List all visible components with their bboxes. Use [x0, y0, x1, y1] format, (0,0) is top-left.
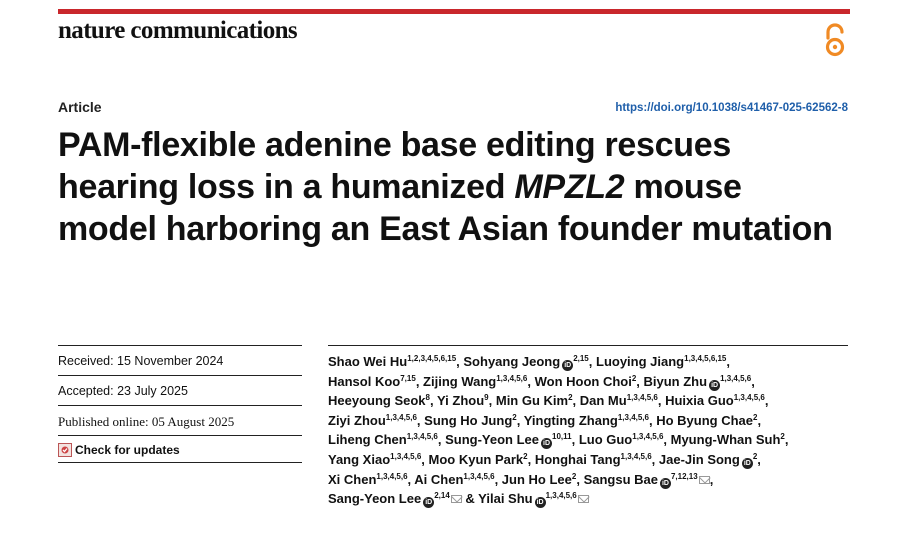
author-separator: &: [461, 491, 479, 507]
author-name[interactable]: Jae-Jin Song: [658, 451, 740, 467]
author-separator: ,: [488, 393, 496, 409]
divider: [58, 405, 302, 406]
divider: [58, 462, 302, 463]
author-name[interactable]: Won Hoon Choi: [534, 373, 632, 389]
author-affiliation[interactable]: 8: [425, 393, 430, 403]
author-affiliation[interactable]: 2: [571, 471, 577, 481]
author-separator: ,: [421, 451, 429, 467]
author-separator: ,: [516, 412, 524, 428]
check-for-updates-icon: [58, 443, 72, 457]
author-line: [328, 450, 848, 470]
author-affiliation[interactable]: 7,12,13: [670, 471, 698, 481]
author-affiliation[interactable]: 1,3,4,5,6: [390, 451, 422, 461]
author-affiliation[interactable]: 1,3,4,5,6: [376, 471, 408, 481]
divider: [58, 435, 302, 436]
orcid-icon[interactable]: iD: [543, 440, 550, 448]
author-affiliation[interactable]: 1,3,4,5,6: [406, 432, 438, 442]
divider: [58, 345, 302, 346]
author-name[interactable]: Ai Chen: [414, 471, 464, 487]
author-name[interactable]: Sang-Yeon Lee: [328, 491, 422, 507]
author-line: [328, 411, 848, 431]
author-name[interactable]: Sohyang Jeong: [463, 354, 561, 369]
title-part-2: mouse model harboring an East Asian founder mutation: [58, 168, 833, 248]
author-affiliation[interactable]: 1,3,4,5,6: [496, 373, 528, 383]
author-affiliation[interactable]: 2: [568, 393, 573, 403]
author-separator: ,: [764, 393, 769, 409]
author-name[interactable]: Huixia Guo: [665, 393, 734, 409]
author-affiliation[interactable]: 2: [512, 412, 517, 422]
author-affiliation[interactable]: 1,3,4,5,6: [626, 393, 658, 403]
author-affiliation[interactable]: 1,3,4,5,6: [620, 451, 652, 461]
author-separator: ,: [757, 451, 761, 467]
author-separator: ,: [757, 412, 762, 428]
author-affiliation[interactable]: 2: [631, 373, 637, 383]
author-separator: ,: [648, 412, 657, 428]
author-affiliation[interactable]: 1,3,4,5,6: [720, 373, 752, 383]
author-separator: ,: [429, 393, 437, 409]
article-title: [58, 124, 848, 250]
author-line: [328, 372, 848, 392]
author-name[interactable]: Ziyi Zhou: [328, 412, 386, 428]
author-name[interactable]: Ho Byung Chae: [656, 412, 754, 428]
author-affiliation[interactable]: 2: [523, 451, 528, 461]
author-name[interactable]: Yingting Zhang: [523, 412, 618, 428]
author-separator: ,: [636, 373, 644, 389]
author-separator: ,: [416, 412, 425, 428]
title-part-1: PAM-flexible adenine base editing rescues hearing loss in a humanized: [58, 126, 731, 206]
author-affiliation[interactable]: 2: [752, 451, 758, 461]
published-date: Published online: 05 August 2025: [58, 414, 235, 429]
author-separator: ,: [576, 471, 584, 487]
email-icon[interactable]: [578, 495, 589, 503]
author-name[interactable]: Sung Ho Jung: [424, 412, 513, 428]
author-separator: ,: [751, 373, 755, 389]
author-separator: ,: [527, 451, 535, 467]
author-separator: ,: [709, 471, 714, 487]
author-affiliation[interactable]: 2: [753, 412, 758, 422]
author-separator: ,: [407, 471, 415, 487]
author-affiliation[interactable]: 1,2,3,4,5,6,15: [407, 354, 457, 363]
author-name[interactable]: Luoying Jiang: [596, 354, 685, 369]
author-name[interactable]: Yilai Shu: [478, 491, 533, 507]
author-name[interactable]: Shao Wei Hu: [328, 354, 408, 369]
author-affiliation[interactable]: 1,3,4,5,6: [733, 393, 765, 403]
author-name[interactable]: Yi Zhou: [436, 393, 485, 409]
author-name[interactable]: Sung-Yeon Lee: [445, 432, 539, 448]
orcid-icon[interactable]: iD: [711, 381, 719, 389]
author-name[interactable]: Xi Chen: [328, 471, 377, 487]
author-separator: ,: [588, 354, 596, 369]
doi-link[interactable]: https://doi.org/10.1038/s41467-025-62562-8: [615, 102, 848, 114]
author-name[interactable]: Dan Mu: [579, 393, 627, 409]
title-gene: MPZL2: [514, 168, 625, 206]
author-line: [328, 489, 848, 509]
open-access-icon[interactable]: [822, 22, 848, 58]
author-list: [328, 352, 848, 509]
author-line: [328, 470, 848, 490]
author-affiliation[interactable]: 1,3,4,5,6: [545, 491, 577, 501]
author-name[interactable]: Liheng Chen: [328, 432, 407, 448]
orcid-icon[interactable]: iD: [661, 479, 669, 487]
received-date: Received: 15 November 2024: [58, 354, 224, 368]
author-name[interactable]: Heeyoung Seok: [328, 393, 426, 409]
author-affiliation[interactable]: 1,3,4,5,6: [385, 412, 417, 422]
author-affiliation[interactable]: 1,3,4,5,6,15: [684, 354, 727, 363]
author-affiliation[interactable]: 10,11: [552, 432, 572, 442]
author-separator: ,: [572, 393, 580, 409]
author-separator: ,: [726, 354, 731, 369]
orcid-icon[interactable]: iD: [743, 459, 751, 467]
author-separator: ,: [657, 393, 666, 409]
author-name[interactable]: Jun Ho Lee: [501, 471, 572, 487]
author-name[interactable]: Myung-Whan Suh: [670, 432, 781, 448]
author-affiliation[interactable]: 7,15: [400, 373, 416, 383]
author-affiliation[interactable]: 1,3,4,5,6: [617, 412, 649, 422]
author-name[interactable]: Sangsu Bae: [583, 471, 658, 487]
author-name[interactable]: Yang Xiao: [328, 451, 391, 467]
article-type-label: Article: [58, 99, 102, 115]
author-separator: ,: [494, 471, 502, 487]
author-affiliation[interactable]: 1,3,4,5,6: [632, 432, 664, 442]
email-icon[interactable]: [699, 476, 710, 484]
author-separator: ,: [571, 432, 579, 448]
author-name[interactable]: Hansol Koo: [328, 373, 401, 389]
author-line: [328, 391, 848, 411]
author-name[interactable]: Min Gu Kim: [495, 393, 569, 409]
author-separator: ,: [784, 432, 789, 448]
author-separator: ,: [663, 432, 671, 448]
author-name[interactable]: Luo Guo: [578, 432, 633, 448]
author-line: [328, 352, 848, 372]
author-separator: ,: [437, 432, 446, 448]
author-name[interactable]: Moo Kyun Park: [428, 451, 524, 467]
orcid-icon[interactable]: iD: [425, 499, 433, 507]
author-name[interactable]: Honghai Tang: [534, 451, 621, 467]
author-name[interactable]: Biyun Zhu: [643, 373, 708, 389]
authors-divider: [328, 345, 848, 346]
author-separator: ,: [456, 354, 464, 369]
author-affiliation[interactable]: 9: [484, 393, 489, 403]
orcid-icon[interactable]: iD: [536, 499, 544, 507]
check-for-updates-button[interactable]: [58, 443, 180, 457]
author-line: [328, 430, 848, 450]
divider: [58, 375, 302, 376]
author-affiliation[interactable]: 2: [780, 432, 785, 442]
author-separator: ,: [527, 373, 535, 389]
author-affiliation[interactable]: 1,3,4,5,6: [463, 471, 495, 481]
author-separator: ,: [415, 373, 424, 389]
check-for-updates-label: Check for updates: [75, 443, 180, 457]
author-affiliation[interactable]: 2,14: [434, 491, 450, 501]
author-name[interactable]: Zijing Wang: [423, 373, 497, 389]
author-affiliation[interactable]: 2,15: [573, 354, 589, 363]
email-icon[interactable]: [451, 495, 462, 503]
orcid-icon[interactable]: iD: [564, 362, 572, 369]
journal-name[interactable]: nature communications: [58, 17, 298, 44]
journal-header-bar: [58, 9, 850, 14]
author-separator: ,: [651, 451, 659, 467]
accepted-date: Accepted: 23 July 2025: [58, 384, 188, 398]
